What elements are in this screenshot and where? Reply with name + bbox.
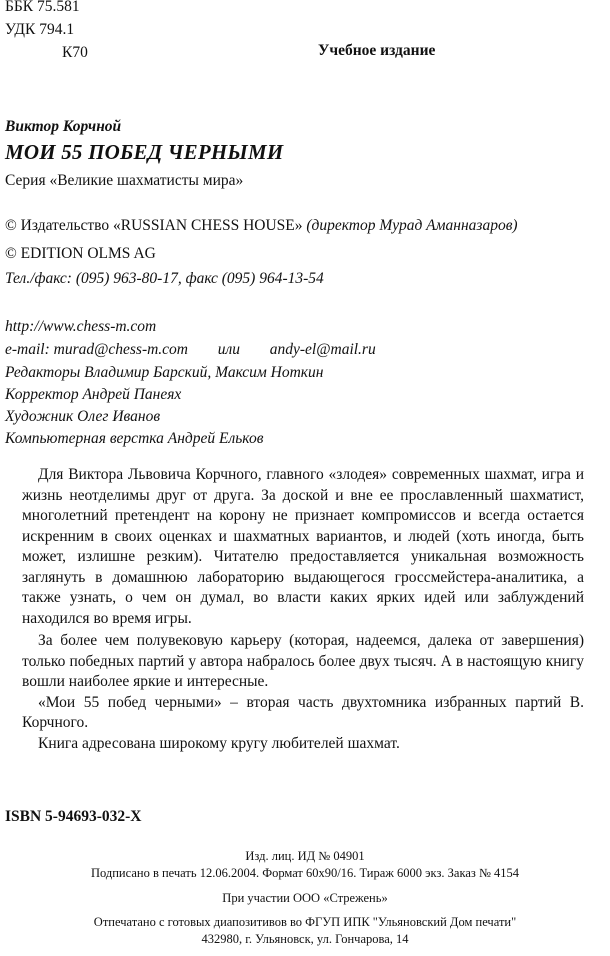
layout-credit: Компьютерная верстка Андрей Ельков bbox=[5, 430, 264, 447]
artist-credit: Художник Олег Иванов bbox=[5, 408, 161, 425]
copyright-olms: © EDITION OLMS AG bbox=[5, 245, 156, 262]
copyright-director: (директор Мурад Аманназаров) bbox=[306, 217, 518, 234]
annotation-paragraph: За более чем полувековую карьеру (которая, надеемся, далека от завершения) только победных партий у автора набралось более двух тысяч. А в настоящую книгу вошли наиболее яркие и интересные. bbox=[22, 632, 584, 690]
printer-address: 432980, г. Ульяновск, ул. Гончарова, 14 bbox=[201, 932, 409, 946]
website-link: http://www.chess-m.com bbox=[5, 318, 157, 335]
participation-note: При участии ООО «Стрежень» bbox=[222, 891, 388, 905]
publisher-phone: Тел./факс: (095) 963-80-17, факс (095) 964-13-54 bbox=[5, 270, 324, 287]
series-name: Серия «Великие шахматисты мира» bbox=[5, 172, 244, 189]
email-or: или bbox=[217, 341, 241, 358]
annotation-paragraph: «Мои 55 побед черными» – вторая часть двухтомника избранных партий В. Корчного. bbox=[22, 693, 584, 731]
print-info: Подписано в печать 12.06.2004. Формат 60х90/16. Тираж 6000 экз. Заказ № 4154 bbox=[90, 866, 520, 880]
author-name: Виктор Корчной bbox=[5, 118, 122, 135]
isbn: ISBN 5-94693-032-X bbox=[5, 808, 142, 825]
annotation-text bbox=[22, 465, 584, 754]
editors-credit: Редакторы Владимир Барский, Максим Ноткин bbox=[5, 364, 324, 381]
annotation-paragraph: Книга адресована широкому кругу любителей шахмат. bbox=[38, 734, 400, 752]
annotation-paragraph: Для Виктора Львовича Корчного, главного «злодея» современных шахмат, игра и жизнь неотделимы друг от друга. За доской и вне ее прославленный шахматист, многолетний претендент на корону не признает компромиссов и всегда остается искренним в своих оценках и шахматных вариантов, и людей (хоть иногда, быть может, излишне резким). Читателю предоставляется уникальная возможность заглянуть в домашнюю лабораторию выдающегося гроссмейстера-аналитика, а также узнать, о чем он думал, во власти каких ярких идей или заблуждений находился во время игры. bbox=[22, 466, 584, 627]
edition-type: Учебное издание bbox=[318, 42, 436, 59]
corrector-credit: Корректор Андрей Панеях bbox=[5, 386, 182, 403]
license-number: Изд. лиц. ИД № 04901 bbox=[245, 849, 365, 863]
book-title: МОИ 55 ПОБЕД ЧЕРНЫМИ bbox=[5, 140, 284, 164]
email-primary: e-mail: murad@chess-m.com bbox=[5, 341, 188, 358]
copyright-publisher-name: © Издательство «RUSSIAN CHESS HOUSE» bbox=[5, 217, 303, 234]
author-sign-code: К70 bbox=[62, 44, 88, 61]
printer-info: Отпечатано с готовых диапозитивов во ФГУП ИПК "Ульяновский Дом печати" bbox=[93, 915, 517, 929]
copyright-publisher bbox=[5, 217, 518, 235]
email-line bbox=[5, 341, 376, 359]
udk-code: УДК 794.1 bbox=[5, 21, 75, 38]
bbk-code: ББК 75.581 bbox=[5, 0, 80, 15]
email-alt: andy-el@mail.ru bbox=[269, 341, 376, 358]
